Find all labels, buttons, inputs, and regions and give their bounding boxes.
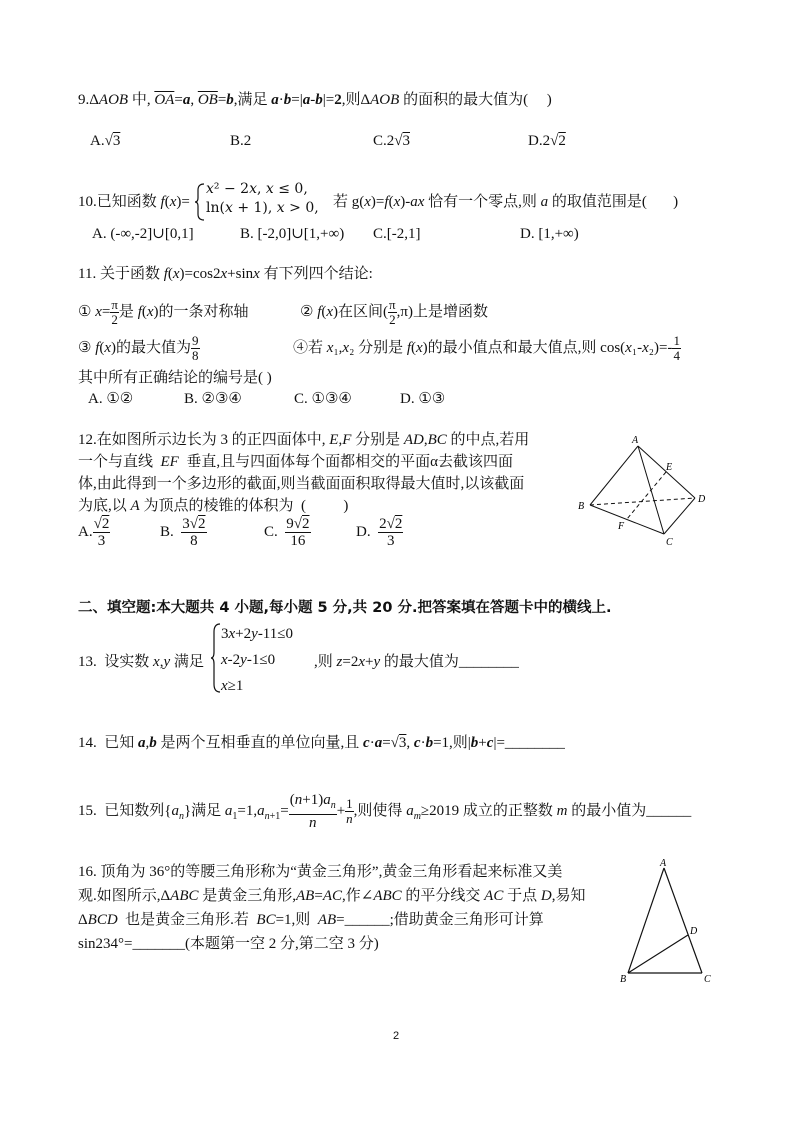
q13-constraint-1: 3x+2y-11≤0	[221, 626, 293, 642]
label-e: E	[666, 462, 673, 473]
edge-ab	[590, 446, 638, 505]
page-number: 2	[393, 1030, 400, 1042]
q10-option-a: A. (-∞,-2]∪[0,1]	[92, 226, 194, 242]
q13-constraint-3: x≥1	[221, 678, 244, 694]
q9-option-a: A.√3	[90, 133, 121, 149]
q16-line2: 观.如图所示,ΔABC 是黄金三角形,AB=AC,作∠ABC 的平分线交 AC 于点 D,易知	[78, 888, 586, 904]
golden-triangle-figure	[620, 858, 720, 988]
q10-option-d: D. [1,+∞)	[520, 226, 579, 242]
q11-conclusion-4: ④若 x₁,x₂ 分别是 f(x)的最小值点和最大值点,则 cos(x₁-x₂)=- $\frac{1}{4}$	[293, 333, 680, 363]
q12-option-a: A. $\frac{√2}{3}$	[78, 516, 110, 549]
q11-option-d: D. ①③	[400, 391, 446, 407]
q11-stem: 11. 关于函数 f(x)=cos2x+sinx 有下列四个结论:	[78, 266, 373, 282]
q10-option-c: C.[-2,1]	[373, 226, 421, 242]
q9-option-d: D.2√2	[528, 133, 566, 149]
q10-option-b: B. [-2,0]∪[1,+∞)	[240, 226, 345, 242]
q12-line4: 为底,以 A 为顶点的棱锥的体积为 ( )	[78, 498, 349, 514]
side-ab	[628, 868, 664, 973]
label-c: C	[666, 537, 673, 548]
q12-line1: 12.在如图所示边长为 3 的正四面体中, E,F 分别是 AD,BC 的中点,若用	[78, 432, 530, 448]
bisector-bd	[628, 935, 688, 973]
label-b: B	[620, 974, 627, 985]
q13-lead: 13. 设实数 x,y 满足	[78, 654, 204, 670]
label-d: D	[690, 926, 698, 937]
q13-constraint-2: x-2y-1≤0	[221, 652, 276, 668]
q10-piece2: ln(x + 1), x > 0,	[206, 200, 319, 216]
q11-option-a: A. ①②	[88, 391, 134, 407]
q11-option-c: C. ①③④	[294, 391, 352, 407]
segment-ef	[627, 472, 666, 519]
q11-conclusion-3: ③ f(x)的最大值为 $\frac{9}{8}$	[78, 333, 199, 363]
side-ac	[664, 868, 702, 973]
label-b: B	[578, 501, 585, 512]
edge-bd-hidden	[590, 498, 695, 505]
label-d: D	[698, 494, 706, 505]
q15-stem: 15. 已知数列$\{a_n\}$满足 $a_1=1,a_{n+1}=$ $\frac{(n+1)a_n}{n}$ + $\frac{1}{n}$ ,则使得 $a_m\ge 2019$ 成立的正整数 m 的最小值为______	[78, 792, 692, 831]
q12-line3: 体,由此得到一个多边形的截面,则当截面面积取得最大值时,以该截面	[78, 476, 525, 492]
label-c: C	[704, 974, 711, 985]
q12-option-b: B. $\frac{3√2}{8}$	[160, 516, 206, 549]
section2-heading: 二、填空题:本大题共 4 小题,每小题 5 分,共 20 分.把答案填在答题卡中的横线上.	[78, 600, 612, 616]
q9-stem: 9.ΔAOB 中, $\overline{OA}=a$, $\overline{OB}=b$,满足 a·b=|a-b|=2,则ΔAOB 的面积的最大值为( )	[78, 92, 552, 108]
q16-line4: sin234°=_______(本题第一空 2 分,第二空 3 分)	[78, 936, 379, 952]
q11-conclusion-2: ② f(x)在区间( $\frac{\pi}{2}$ ,π)上是增函数	[300, 297, 488, 327]
q10-piece1: x² − 2x, x ≤ 0,	[206, 181, 308, 197]
q9-option-c: C.2√3	[373, 133, 410, 149]
q16-line1: 16. 顶角为 36°的等腰三角形称为“黄金三角形”,黄金三角形看起来标准又美	[78, 864, 563, 880]
q13-tail: ,则 z=2x+y 的最大值为________	[314, 654, 519, 670]
label-f: F	[618, 521, 625, 532]
label-a: A	[660, 858, 667, 869]
q10-stem-right: 若 g(x)=f(x)-ax 恰有一个零点,则 a 的取值范围是( )	[333, 194, 679, 210]
q12-option-c: C. $\frac{9√2}{16}$	[264, 516, 310, 549]
q12-line2: 一个与直线 EF 垂直,且与四面体每个面都相交的平面α去截该四面	[78, 454, 513, 470]
q11-option-b: B. ②③④	[184, 391, 242, 407]
q11-ask: 其中所有正确结论的编号是( )	[78, 370, 272, 386]
tetrahedron-figure	[570, 430, 720, 550]
edge-bc	[590, 505, 664, 534]
q11-conclusion-1: ① x= $\frac{\pi}{2}$ 是 f(x)的一条对称轴	[78, 297, 249, 327]
q9-option-b: B.2	[230, 133, 252, 149]
edge-cd	[664, 498, 695, 534]
q12-option-d: D. $\frac{2√2}{3}$	[356, 516, 403, 549]
q10-stem-left: 10.已知函数 f(x)=	[78, 194, 190, 210]
label-a: A	[632, 435, 639, 446]
q14-stem: 14. 已知 a,b 是两个互相垂直的单位向量,且 c·a=√3, c·b=1,则|b+c|=________	[78, 735, 565, 751]
q16-line3: ΔBCD 也是黄金三角形.若 BC=1,则 AB=______;借助黄金三角形可计算	[78, 912, 544, 928]
q10-brace	[194, 182, 206, 222]
